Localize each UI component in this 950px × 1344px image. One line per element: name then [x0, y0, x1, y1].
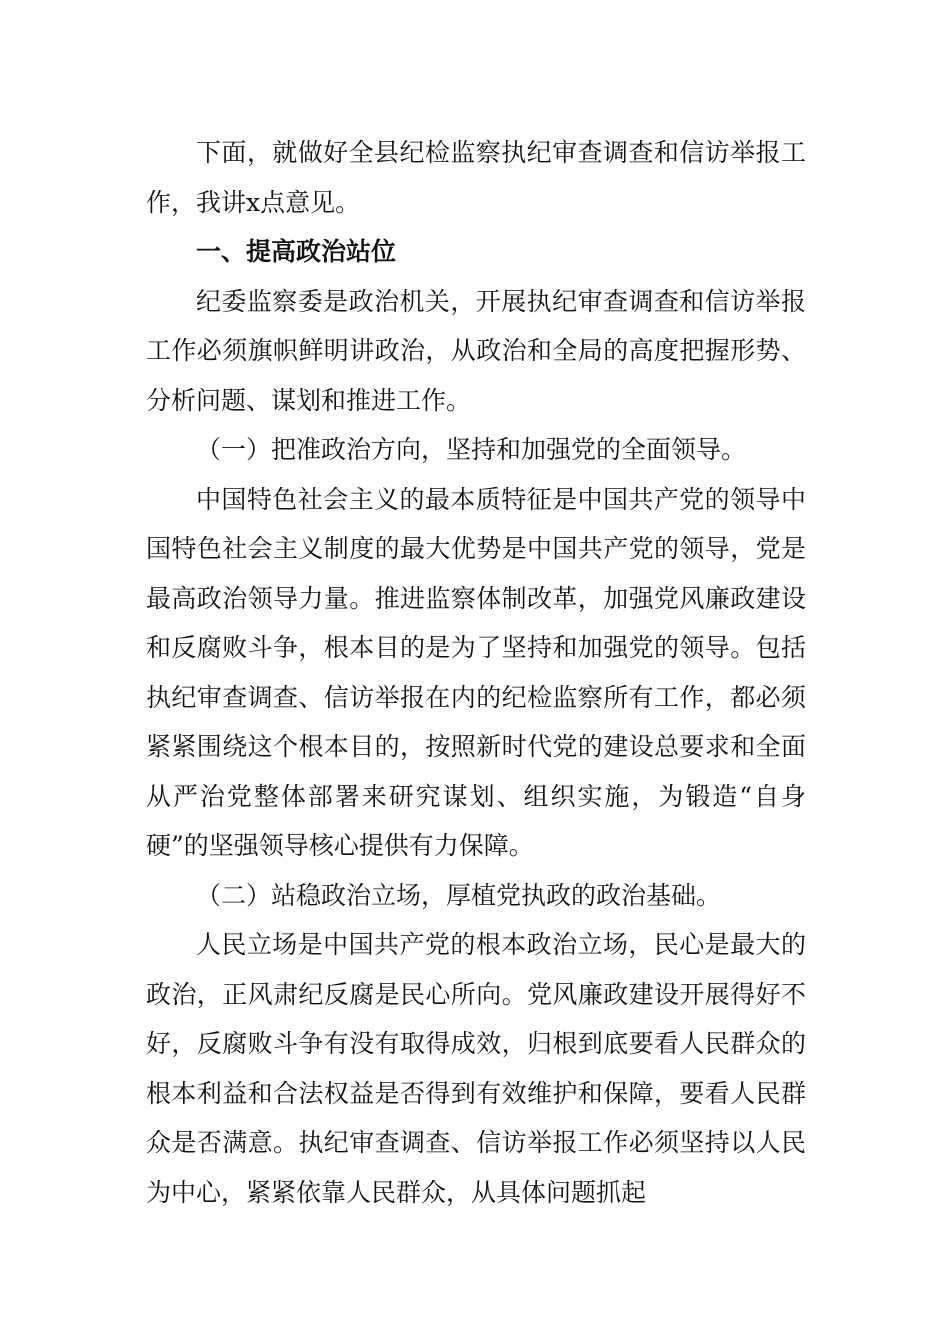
document-body: [146, 128, 806, 1217]
intro-paragraph: 下面，就做好全县纪检监察执纪审查调查和信访举报工作，我讲x点意见。: [146, 138, 806, 217]
subsection-body-1: 中国特色社会主义的最本质特征是中国共产党的领导中国特色社会主义制度的最大优势是中国共产党的领导，党是最高政治领导力量。推进监察体制改革，加强党风廉政建设和反腐败斗争，根本目的是为了坚持和加强党的领导。包括执纪审查调查、信访举报在内的纪检监察所有工作，都必须紧紧围绕这个根本目的，按照新时代党的建设总要求和全面从严治党整体部署来研究谋划、组织实施，为锻造“自身硬”的坚强领导核心提供有力保障。: [146, 484, 806, 860]
subsection-heading-2: （二）站稳政治立场，厚植党执政的政治基础。: [196, 880, 722, 910]
subsection-heading-1: （一）把准政治方向，坚持和加强党的全面领导。: [196, 435, 747, 464]
section-heading: 一、提高政治站位: [196, 237, 397, 266]
section-lead-paragraph: 纪委监察委是政治机关，开展执纪审查调查和信访举报工作必须旗帜鲜明讲政治，从政治和全局的高度把握形势、分析问题、谋划和推进工作。: [146, 286, 806, 415]
subsection-body-2: 人民立场是中国共产党的根本政治立场，民心是最大的政治，正风肃纪反腐是民心所向。党风廉政建设开展得好不好，反腐败斗争有没有取得成效，归根到底要看人民群众的根本利益和合法权益是否得到有效维护和保障，要看人民群众是否满意。执纪审查调查、信访举报工作必须坚持以人民为中心，紧紧依靠人民群众，从具体问题抓起: [146, 930, 806, 1207]
